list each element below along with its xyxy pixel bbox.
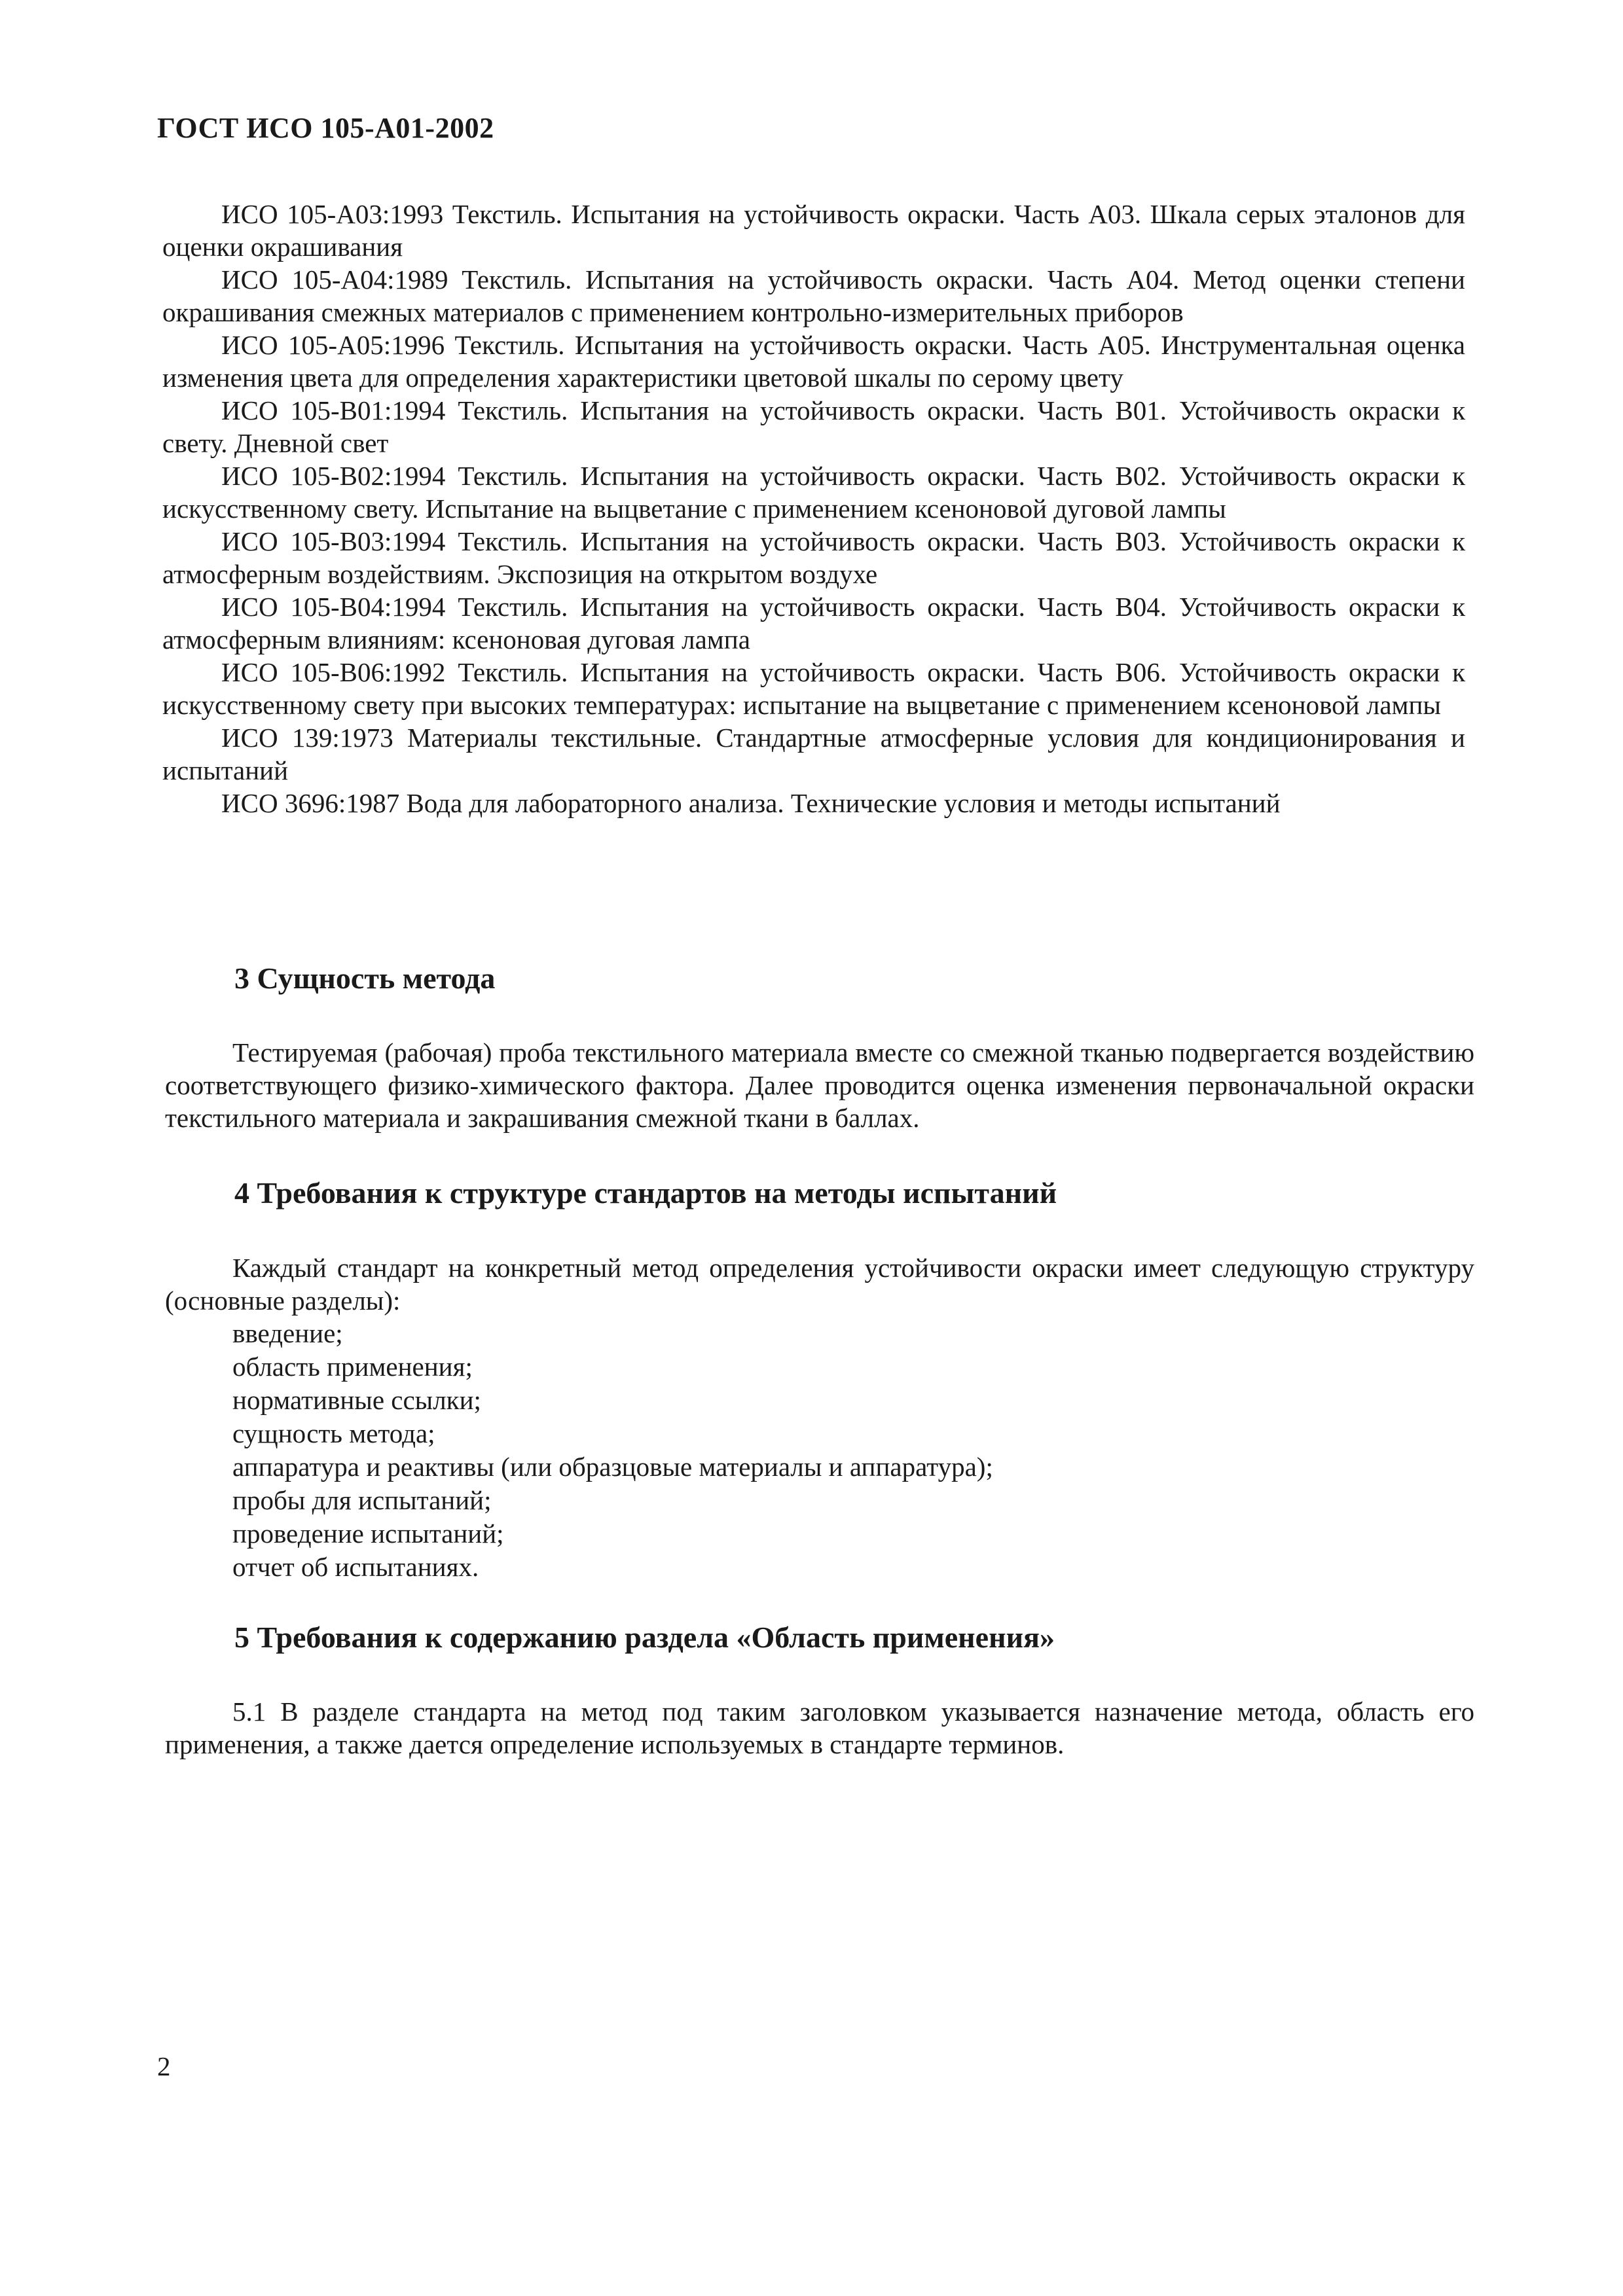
section-5-heading: 5 Требования к содержанию раздела «Область применения» bbox=[234, 1621, 1055, 1654]
list-item: нормативные ссылки; bbox=[232, 1385, 481, 1415]
normative-references-list bbox=[162, 198, 1465, 819]
list-item: введение; bbox=[232, 1318, 343, 1348]
section-3-heading: 3 Сущность метода bbox=[234, 961, 496, 995]
reference-item: ИСО 105-В03:1994 Текстиль. Испытания на устойчивость окраски. Часть В03. Устойчивость окраски к атмосферным воздействиям. Экспозиция на открытом воздухе bbox=[162, 526, 1465, 589]
list-item: пробы для испытаний; bbox=[232, 1485, 492, 1515]
section-5-clause: 5.1 В разделе стандарта на метод под таким заголовком указывается назначение метода, область его применения, а также дается определение используемых в стандарте терминов. bbox=[165, 1696, 1474, 1759]
list-item: сущность метода; bbox=[232, 1418, 435, 1448]
reference-item: ИСО 105-В04:1994 Текстиль. Испытания на устойчивость окраски. Часть В04. Устойчивость окраски к атмосферным влияниям: ксеноновая дуговая лампа bbox=[162, 592, 1465, 655]
reference-item: ИСО 3696:1987 Вода для лабораторного анализа. Технические условия и методы испытаний bbox=[221, 788, 1281, 818]
reference-item: ИСО 105-В02:1994 Текстиль. Испытания на устойчивость окраски. Часть В02. Устойчивость окраски к искусственному свету. Испытание на выцветание с применением ксеноновой дуговой лампы bbox=[162, 461, 1465, 524]
document-header: ГОСТ ИСО 105-А01-2002 bbox=[157, 112, 494, 144]
list-item: область применения; bbox=[232, 1352, 473, 1382]
list-item: аппаратура и реактивы (или образцовые материалы и аппаратура); bbox=[232, 1452, 993, 1482]
list-item: отчет об испытаниях. bbox=[232, 1552, 479, 1582]
section-3-body: Тестируемая (рабочая) проба текстильного материала вместе со смежной тканью подвергается воздействию соответствующего физико-химического фактора. Далее проводится оценка изменения первоначальной окраски текстильного материала и закрашивания смежной ткани в баллах. bbox=[165, 1037, 1474, 1133]
section-4-heading: 4 Требования к структуре стандартов на методы испытаний bbox=[234, 1176, 1057, 1210]
section-4-structure-list bbox=[232, 1317, 993, 1584]
reference-item: ИСО 139:1973 Материалы текстильные. Стандартные атмосферные условия для кондиционирования и испытаний bbox=[162, 723, 1465, 785]
reference-item: ИСО 105-А04:1989 Текстиль. Испытания на устойчивость окраски. Часть А04. Метод оценки степени окрашивания смежных материалов с применением контрольно-измерительных приборов bbox=[162, 264, 1465, 327]
page-number: 2 bbox=[157, 2051, 171, 2081]
list-item: проведение испытаний; bbox=[232, 1518, 504, 1549]
reference-item: ИСО 105-В06:1992 Текстиль. Испытания на устойчивость окраски. Часть В06. Устойчивость окраски к искусственному свету при высоких температурах: испытание на выцветание с применением ксеноновой лампы bbox=[162, 657, 1465, 720]
reference-item: ИСО 105-А03:1993 Текстиль. Испытания на устойчивость окраски. Часть А03. Шкала серых эталонов для оценки окрашивания bbox=[162, 199, 1465, 262]
section-4-intro: Каждый стандарт на конкретный метод определения устойчивости окраски имеет следующую структуру (основные разделы): bbox=[165, 1253, 1474, 1316]
reference-item: ИСО 105-В01:1994 Текстиль. Испытания на устойчивость окраски. Часть В01. Устойчивость окраски к свету. Дневной свет bbox=[162, 395, 1465, 458]
reference-item: ИСО 105-А05:1996 Текстиль. Испытания на устойчивость окраски. Часть А05. Инструментальная оценка изменения цвета для определения характеристики цветовой шкалы по серому цвету bbox=[162, 330, 1465, 393]
